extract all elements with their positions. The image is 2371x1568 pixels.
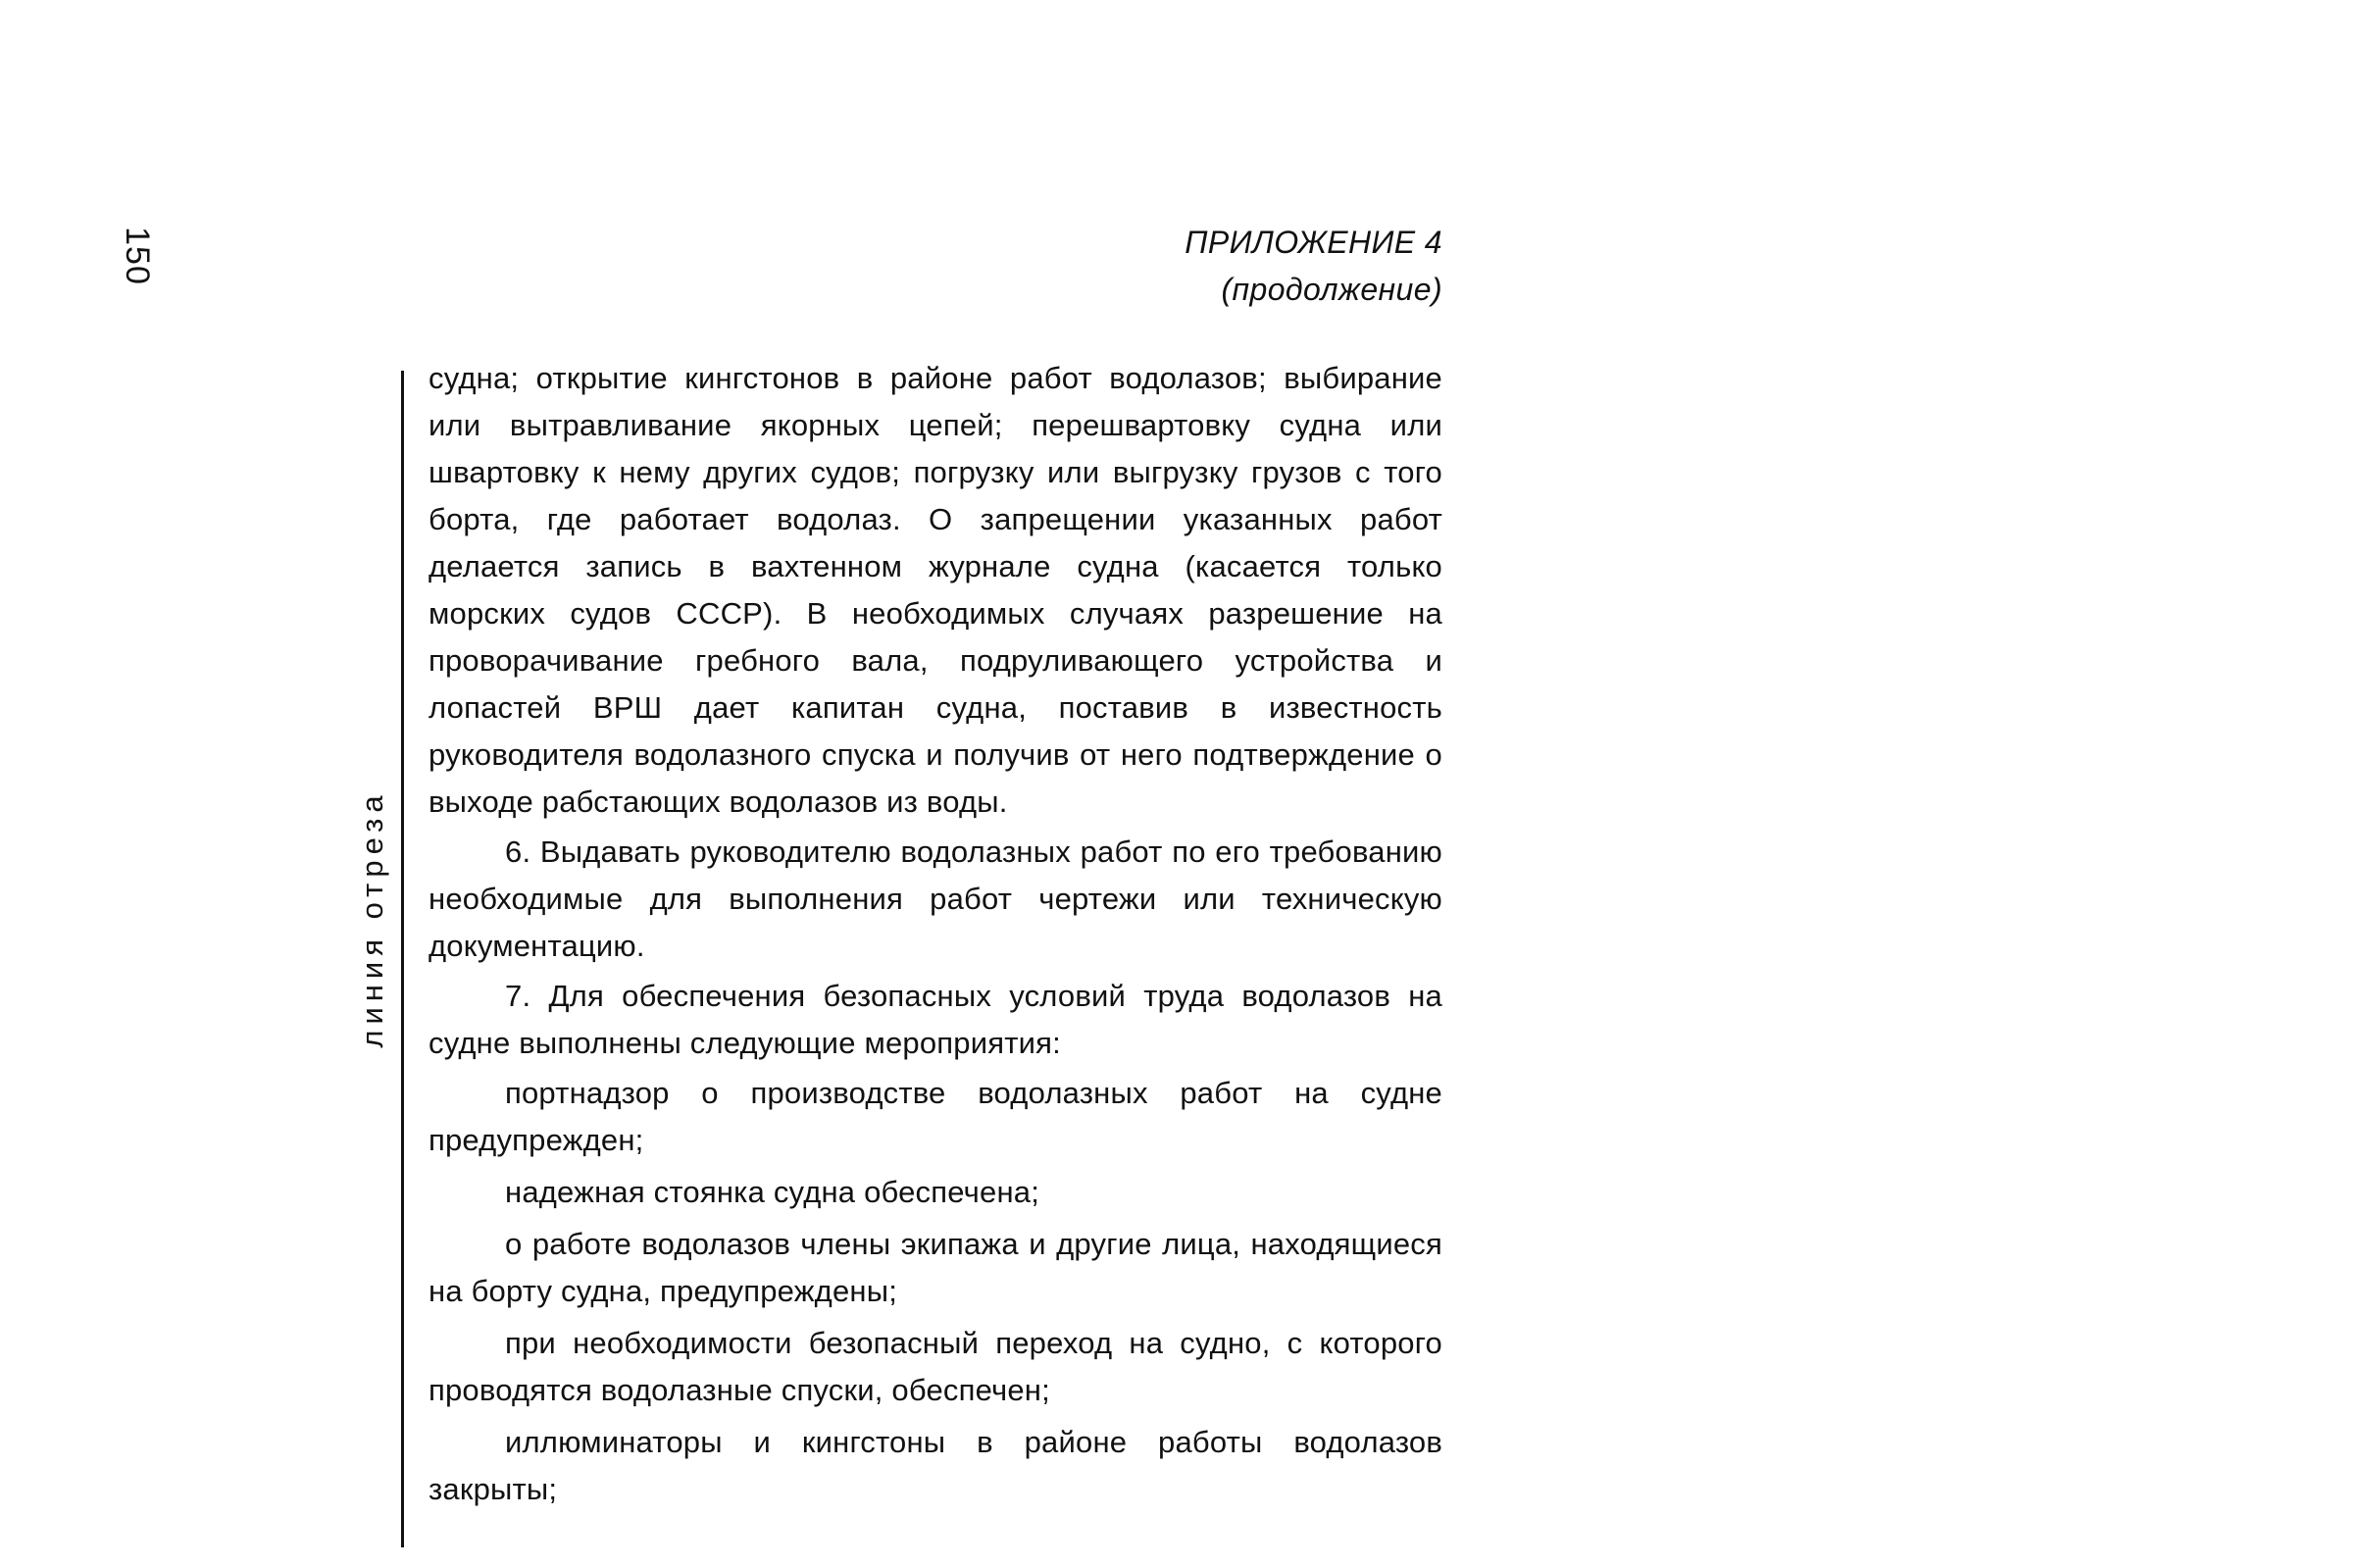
appendix-heading-line-1: ПРИЛОЖЕНИЕ 4 [1185,225,1442,260]
measure-anchorage: надежная стоянка судна обеспечена; [505,1175,1040,1209]
document-body [429,355,1442,1518]
appendix-heading-line-2: (продолжение) [1221,272,1442,307]
page-number: 150 [119,227,156,285]
measure-closed-openings: иллюминаторы и кингстоны в районе работы водолазов закрыты; [429,1425,1442,1506]
paragraph-item-7: 7. Для обеспечения безопасных условий труда водолазов на судне выполнены следующие мероприятия: [429,979,1442,1060]
cut-line-label: линия отреза [355,789,389,1048]
paragraph-continuation: судна; открытие кингстонов в районе работ водолазов; выбирание или вытравливание якорных цепей; перешвартовку судна или швартовку к нему других судов; погрузку или выгрузку грузов с того борта, где работает водолаз. О запрещении указанных работ делается запись в вахтенном журнале судна (касается только морских судов СССР). В необходимых случаях разрешение на проворачивание гребного вала, подруливающего устройства и лопастей ВРШ дает капитан судна, поставив в известность руководителя водолазного спуска и получив от него подтверждение о выходе рабстающих водолазов из воды. [429,361,1442,819]
appendix-heading [1185,219,1442,313]
measure-crew-warning: о работе водолазов члены экипажа и другие лица, находящиеся на борту судна, предупреждены; [429,1227,1442,1308]
paragraph-item-6: 6. Выдавать руководителю водолазных работ по его требованию необходимые для выполнения работ чертежи или техническую документацию. [429,835,1442,963]
measure-port-supervision: портнадзор о производстве водолазных работ на судне предупрежден; [429,1076,1442,1157]
cut-line [401,371,404,1547]
measure-safe-access: при необходимости безопасный переход на судно, с которого проводятся водолазные спуски, обеспечен; [429,1326,1442,1407]
